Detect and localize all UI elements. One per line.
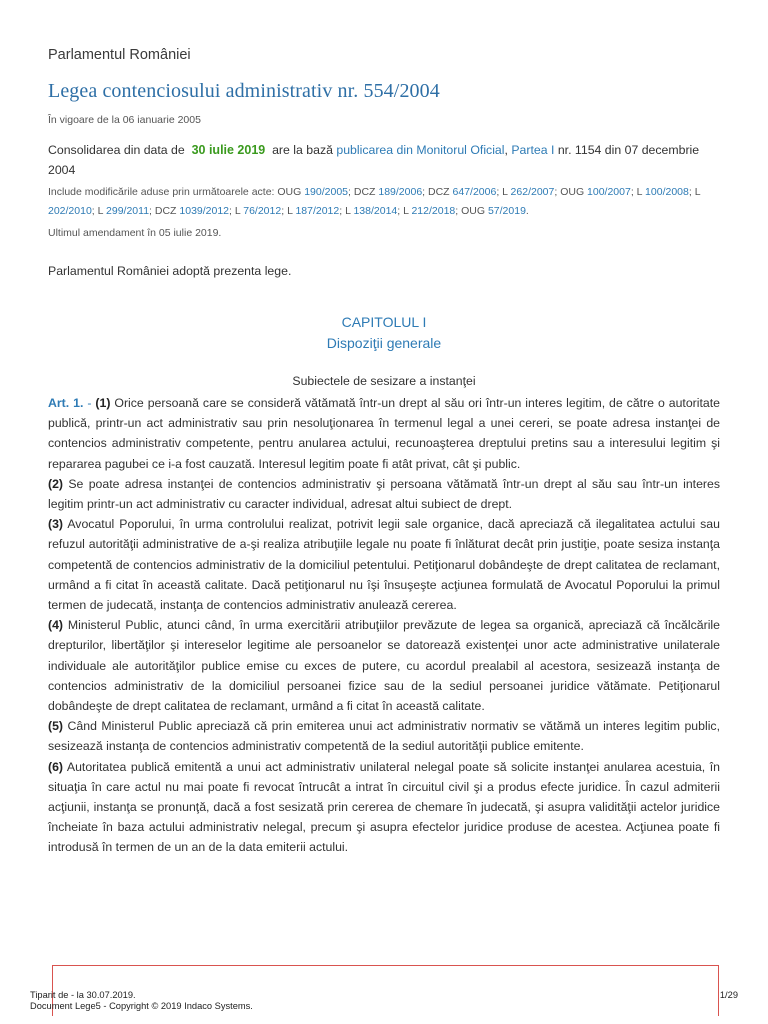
- article-paragraph: [48, 716, 720, 756]
- article-dash: -: [87, 396, 92, 410]
- act-type: L: [234, 205, 241, 217]
- paragraph-text: Când Ministerul Public apreciază că prin emiterea unui act administrativ normativ se vătămă un interes legitim public, sesizează instanţa de contencios administrativ competentă de la sediul autorităţii publice emitente.: [48, 719, 720, 754]
- act-link[interactable]: 76/2012: [243, 205, 282, 217]
- article-label[interactable]: Art. 1.: [48, 396, 84, 410]
- act-type: DCZ: [428, 186, 450, 198]
- paragraph-text: Autoritatea publică emitentă a unui act administrativ unilateral nelegal poate să solicite instanţei anularea acestuia, în situaţia în care actul nu mai poate fi revocat întrucât a intrat în circuitul civil şi a produs efecte juridice. În cazul admiterii acţiunii, instanţa se pronunţă, dacă a fost sesizată prin cererea de chemare în judecată, şi asupra validităţii actelor juridice încheiate în baza actului administrativ nelegal, precum şi asupra efectelor juridice produse de acestea. Acţiunea poate fi introdusă în termen de un an de la data emiterii actului.: [48, 759, 720, 855]
- paragraph-text: Se poate adresa instanţei de contencios administrativ şi persoana vătămată într-un drept al său sau într-un interes legitim printr-un act administrativ cu caracter individual, adresat altui subiect de drept.: [48, 476, 720, 512]
- paragraph-number: (1): [95, 396, 111, 410]
- act-link[interactable]: 187/2012: [295, 205, 340, 217]
- paragraph-text: Orice persoană care se consideră vătămată într-un drept al său ori într-un interes legitim, de către o autoritate publică, printr-un act administrativ sau prin nesoluţionarea în termenul legal a unei cereri, se poate adresa instanţei de contencios administrativ competente, pentru anularea actului, recunoaşterea dreptului pretins sau a interesului legitim şi repararea pagubei ce i-a fost cauzată. Interesul legitim poate fi atât privat, cât şi public.: [48, 396, 721, 471]
- amending-acts: OUG 190/2005; DCZ 189/2006; DCZ 647/2006; L 262/2007; OUG 100/2007; L 100/2008; L 202/2010; L 299/2011; DCZ 1039/2012; L 76/2012; L 187/2012; L 138/2014; L 212/2018; OUG 57/2019: [48, 186, 701, 217]
- consolidation-date: 30 iulie 2019: [191, 143, 266, 157]
- act-link[interactable]: 212/2018: [411, 205, 456, 217]
- article-paragraph: [48, 474, 720, 514]
- adoption-statement: Parlamentul României adoptă prezenta lege.: [48, 264, 292, 278]
- issuer: Parlamentul României: [48, 47, 191, 63]
- act-type: L: [97, 205, 104, 217]
- act-type: L: [694, 186, 701, 198]
- act-type: L: [287, 205, 293, 217]
- article-paragraph: [48, 757, 720, 858]
- act-link[interactable]: 138/2014: [353, 205, 398, 217]
- modifications-list: [48, 183, 720, 221]
- article-body: [48, 393, 720, 858]
- act-link[interactable]: 57/2019: [487, 205, 526, 217]
- modifications-end: .: [525, 205, 529, 217]
- law-title: Legea contenciosului administrativ nr. 554/2004: [48, 80, 440, 102]
- act-link[interactable]: 647/2006: [452, 186, 497, 198]
- paragraph-number: (5): [48, 719, 64, 734]
- paragraph-number: (6): [48, 759, 64, 774]
- section-title: Subiectele de sesizare a instanţei: [292, 374, 476, 388]
- article-paragraph: [48, 615, 720, 716]
- act-type: OUG: [277, 186, 302, 198]
- paragraph-number: (2): [48, 476, 64, 491]
- act-link[interactable]: 262/2007: [510, 186, 555, 198]
- footer-copyright: Document Lege5 - Copyright © 2019 Indaco Systems.: [30, 1001, 253, 1011]
- paragraph-number: (4): [48, 618, 64, 633]
- article-paragraph: [48, 514, 720, 615]
- act-type: DCZ: [353, 186, 376, 198]
- consolidation-info: [48, 140, 720, 180]
- chapter-title: CAPITOLUL I: [341, 314, 427, 330]
- article-paragraph: [48, 393, 720, 474]
- act-type: L: [502, 186, 508, 198]
- page-footer: [30, 990, 738, 1012]
- monitorul-oficial-link[interactable]: publicarea din Monitorul Oficial: [336, 143, 505, 157]
- consolidation-separator: ,: [504, 143, 508, 157]
- act-type: L: [403, 205, 409, 217]
- act-type: DCZ: [154, 205, 177, 217]
- consolidation-middle: are la bază: [272, 143, 333, 157]
- act-link[interactable]: 190/2005: [304, 186, 349, 198]
- act-type: L: [636, 186, 643, 198]
- in-force-date: În vigoare de la 06 ianuarie 2005: [48, 114, 201, 126]
- act-link[interactable]: 189/2006: [378, 186, 423, 198]
- act-type: L: [345, 205, 351, 217]
- partea-i-link[interactable]: Partea I: [511, 143, 555, 157]
- modifications-intro: Include modificările aduse prin următoarele acte:: [48, 186, 275, 198]
- act-link[interactable]: 100/2007: [587, 186, 631, 198]
- act-link[interactable]: 1039/2012: [179, 205, 230, 217]
- act-link[interactable]: 299/2011: [106, 205, 150, 217]
- chapter-subtitle: Dispoziţii generale: [326, 335, 442, 351]
- act-link[interactable]: 100/2008: [645, 186, 689, 198]
- consolidation-prefix: Consolidarea din data de: [48, 143, 185, 157]
- paragraph-text: Ministerul Public, atunci când, în urma exercitării atribuţiilor prevăzute de legea sa organică, apreciază că încălcările drepturilor, libertăţilor şi intereselor legitime ale persoanelor se datorează existenţei unor acte administrative unilaterale individuale ale autorităţilor publice emise cu exces de putere, cu acordul prealabil al acestora, sesizează instanţa de contencios administrativ de la domiciliul persoanei fizice sau de la sediul persoanei juridice vătămate. Petiţionarul dobândeşte de drept calitatea de reclamant, urmând a fi citat în această calitate.: [48, 618, 720, 714]
- paragraph-number: (3): [48, 517, 64, 532]
- last-amendment: Ultimul amendament în 05 iulie 2019.: [48, 227, 222, 239]
- page-number: 1/29: [719, 990, 738, 1000]
- footer-printed: Tiparit de - la 30.07.2019.: [30, 990, 136, 1000]
- paragraph-text: Avocatul Poporului, în urma controlului realizat, potrivit legii sale organice, dacă apreciază că ilegalitatea actului sau refuzul autorităţii administrative de a-şi realiza atribuţiile legale nu poate fi înlăturat decât prin justiţie, poate sesiza instanţa competentă de contencios administrativ de la domiciliul petentului. Petiţionarul dobândeşte de drept calitatea de reclamant, urmând a fi citat în această calitate. Dacă petiţionarul nu îşi însuşeşte acţiunea formulată de Avocatul Poporului la primul termen de judecată, instanţa de contencios administrativ anulează cererea.: [48, 517, 720, 613]
- act-type: OUG: [560, 186, 585, 198]
- consolidation-suffix: nr. 1154 din 07 decembrie 2004: [48, 143, 700, 177]
- act-type: OUG: [461, 205, 486, 217]
- act-link[interactable]: 202/2010: [48, 205, 92, 217]
